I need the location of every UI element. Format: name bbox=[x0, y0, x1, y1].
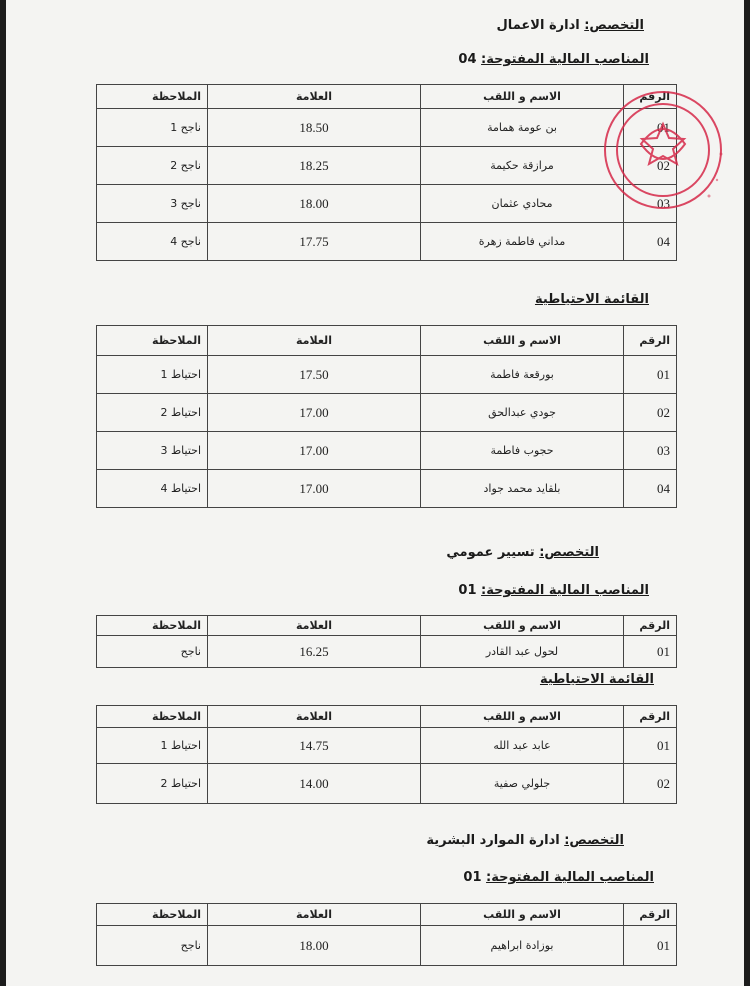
header-mark: العلامة bbox=[208, 326, 421, 356]
cell-name: بورقعة فاطمة bbox=[421, 356, 624, 394]
section-2-reserve-heading bbox=[540, 672, 654, 687]
table-header-row bbox=[97, 326, 677, 356]
table-row bbox=[97, 432, 677, 470]
cell-note: ناجح 2 bbox=[97, 147, 208, 185]
cell-num: 01 bbox=[624, 356, 677, 394]
cell-num: 03 bbox=[624, 185, 677, 223]
positions-count: 01 bbox=[458, 583, 477, 598]
cell-num: 04 bbox=[624, 223, 677, 261]
cell-note: ناجح 1 bbox=[97, 109, 208, 147]
section-1-positions-heading bbox=[458, 52, 649, 67]
cell-mark: 18.00 bbox=[208, 185, 421, 223]
header-num: الرقم bbox=[624, 326, 677, 356]
table-row bbox=[97, 185, 677, 223]
cell-mark: 14.00 bbox=[208, 764, 421, 804]
positions-label: المناصب المالية المفتوحة: bbox=[481, 583, 649, 598]
table-row bbox=[97, 764, 677, 804]
table-header-row bbox=[97, 706, 677, 728]
specialty-label: التخصص: bbox=[584, 18, 644, 33]
specialty-value: تسيير عمومي bbox=[446, 545, 535, 560]
cell-name: مداني فاطمة زهرة bbox=[421, 223, 624, 261]
cell-note: احتياط 3 bbox=[97, 432, 208, 470]
positions-count: 04 bbox=[458, 52, 477, 67]
cell-num: 03 bbox=[624, 432, 677, 470]
cell-name: لحول عبد القادر bbox=[421, 636, 624, 668]
cell-mark: 17.00 bbox=[208, 470, 421, 508]
positions-label: المناصب المالية المفتوحة: bbox=[486, 870, 654, 885]
table-row bbox=[97, 926, 677, 966]
table-row bbox=[97, 109, 677, 147]
cell-name: مرازقة حكيمة bbox=[421, 147, 624, 185]
positions-count: 01 bbox=[463, 870, 482, 885]
table-row bbox=[97, 470, 677, 508]
header-mark: العلامة bbox=[208, 706, 421, 728]
cell-name: محادي عثمان bbox=[421, 185, 624, 223]
header-num: الرقم bbox=[624, 904, 677, 926]
cell-num: 02 bbox=[624, 764, 677, 804]
cell-name: بوزادة ابراهيم bbox=[421, 926, 624, 966]
header-name: الاسم و اللقب bbox=[421, 326, 624, 356]
cell-note: احتياط 4 bbox=[97, 470, 208, 508]
header-note: الملاحظة bbox=[97, 706, 208, 728]
header-num: الرقم bbox=[624, 85, 677, 109]
section-2-positions-heading bbox=[458, 583, 649, 598]
section-3-specialty-heading bbox=[426, 833, 624, 848]
positions-label: المناصب المالية المفتوحة: bbox=[481, 52, 649, 67]
table-row bbox=[97, 728, 677, 764]
document-page bbox=[6, 0, 744, 986]
table-row bbox=[97, 147, 677, 185]
cell-mark: 17.00 bbox=[208, 394, 421, 432]
cell-mark: 18.00 bbox=[208, 926, 421, 966]
cell-name: بن عومة همامة bbox=[421, 109, 624, 147]
cell-note: احتياط 1 bbox=[97, 356, 208, 394]
table-row bbox=[97, 394, 677, 432]
header-mark: العلامة bbox=[208, 85, 421, 109]
cell-mark: 17.50 bbox=[208, 356, 421, 394]
reserve-label: القائمة الاحتياطية bbox=[539, 672, 654, 687]
cell-mark: 14.75 bbox=[208, 728, 421, 764]
cell-name: جلولي صفية bbox=[421, 764, 624, 804]
header-mark: العلامة bbox=[208, 904, 421, 926]
header-num: الرقم bbox=[624, 616, 677, 636]
cell-name: حجوب فاطمة bbox=[421, 432, 624, 470]
section-1-reserve-table bbox=[96, 325, 677, 508]
header-num: الرقم bbox=[624, 706, 677, 728]
header-mark: العلامة bbox=[208, 616, 421, 636]
section-1-results-table bbox=[96, 84, 677, 261]
table-row bbox=[97, 636, 677, 668]
cell-note: ناجح bbox=[97, 926, 208, 966]
table-header-row bbox=[97, 904, 677, 926]
cell-name: عابد عبد الله bbox=[421, 728, 624, 764]
header-name: الاسم و اللقب bbox=[421, 706, 624, 728]
cell-num: 01 bbox=[624, 926, 677, 966]
reserve-label: القائمة الاحتياطية bbox=[534, 292, 649, 307]
header-note: الملاحظة bbox=[97, 616, 208, 636]
section-2-reserve-table bbox=[96, 705, 677, 804]
cell-mark: 17.00 bbox=[208, 432, 421, 470]
header-note: الملاحظة bbox=[97, 85, 208, 109]
cell-num: 04 bbox=[624, 470, 677, 508]
cell-note: ناجح 4 bbox=[97, 223, 208, 261]
table-row bbox=[97, 223, 677, 261]
section-2-results-table bbox=[96, 615, 677, 668]
section-1-specialty-heading bbox=[497, 18, 644, 33]
header-name: الاسم و اللقب bbox=[421, 904, 624, 926]
specialty-value: ادارة الاعمال bbox=[496, 18, 580, 33]
specialty-label: التخصص: bbox=[539, 545, 599, 560]
table-header-row bbox=[97, 616, 677, 636]
section-3-positions-heading bbox=[463, 870, 654, 885]
official-stamp-seal bbox=[591, 84, 731, 214]
cell-note: ناجح 3 bbox=[97, 185, 208, 223]
cell-mark: 18.25 bbox=[208, 147, 421, 185]
specialty-value: ادارة الموارد البشرية bbox=[426, 833, 560, 848]
header-name: الاسم و اللقب bbox=[421, 616, 624, 636]
table-row bbox=[97, 356, 677, 394]
cell-name: بلقايد محمد جواد bbox=[421, 470, 624, 508]
cell-num: 01 bbox=[624, 109, 677, 147]
section-1-reserve-heading bbox=[535, 292, 649, 307]
cell-name: جودي عبدالحق bbox=[421, 394, 624, 432]
header-note: الملاحظة bbox=[97, 326, 208, 356]
specialty-label: التخصص: bbox=[564, 833, 624, 848]
cell-num: 02 bbox=[624, 394, 677, 432]
header-name: الاسم و اللقب bbox=[421, 85, 624, 109]
cell-note: احتياط 2 bbox=[97, 394, 208, 432]
cell-mark: 17.75 bbox=[208, 223, 421, 261]
section-2-specialty-heading bbox=[446, 545, 599, 560]
cell-mark: 18.50 bbox=[208, 109, 421, 147]
cell-note: احتياط 2 bbox=[97, 764, 208, 804]
header-note: الملاحظة bbox=[97, 904, 208, 926]
cell-num: 01 bbox=[624, 728, 677, 764]
cell-num: 01 bbox=[624, 636, 677, 668]
table-header-row bbox=[97, 85, 677, 109]
cell-num: 02 bbox=[624, 147, 677, 185]
section-3-results-table bbox=[96, 903, 677, 966]
cell-mark: 16.25 bbox=[208, 636, 421, 668]
cell-note: احتياط 1 bbox=[97, 728, 208, 764]
cell-note: ناجح bbox=[97, 636, 208, 668]
